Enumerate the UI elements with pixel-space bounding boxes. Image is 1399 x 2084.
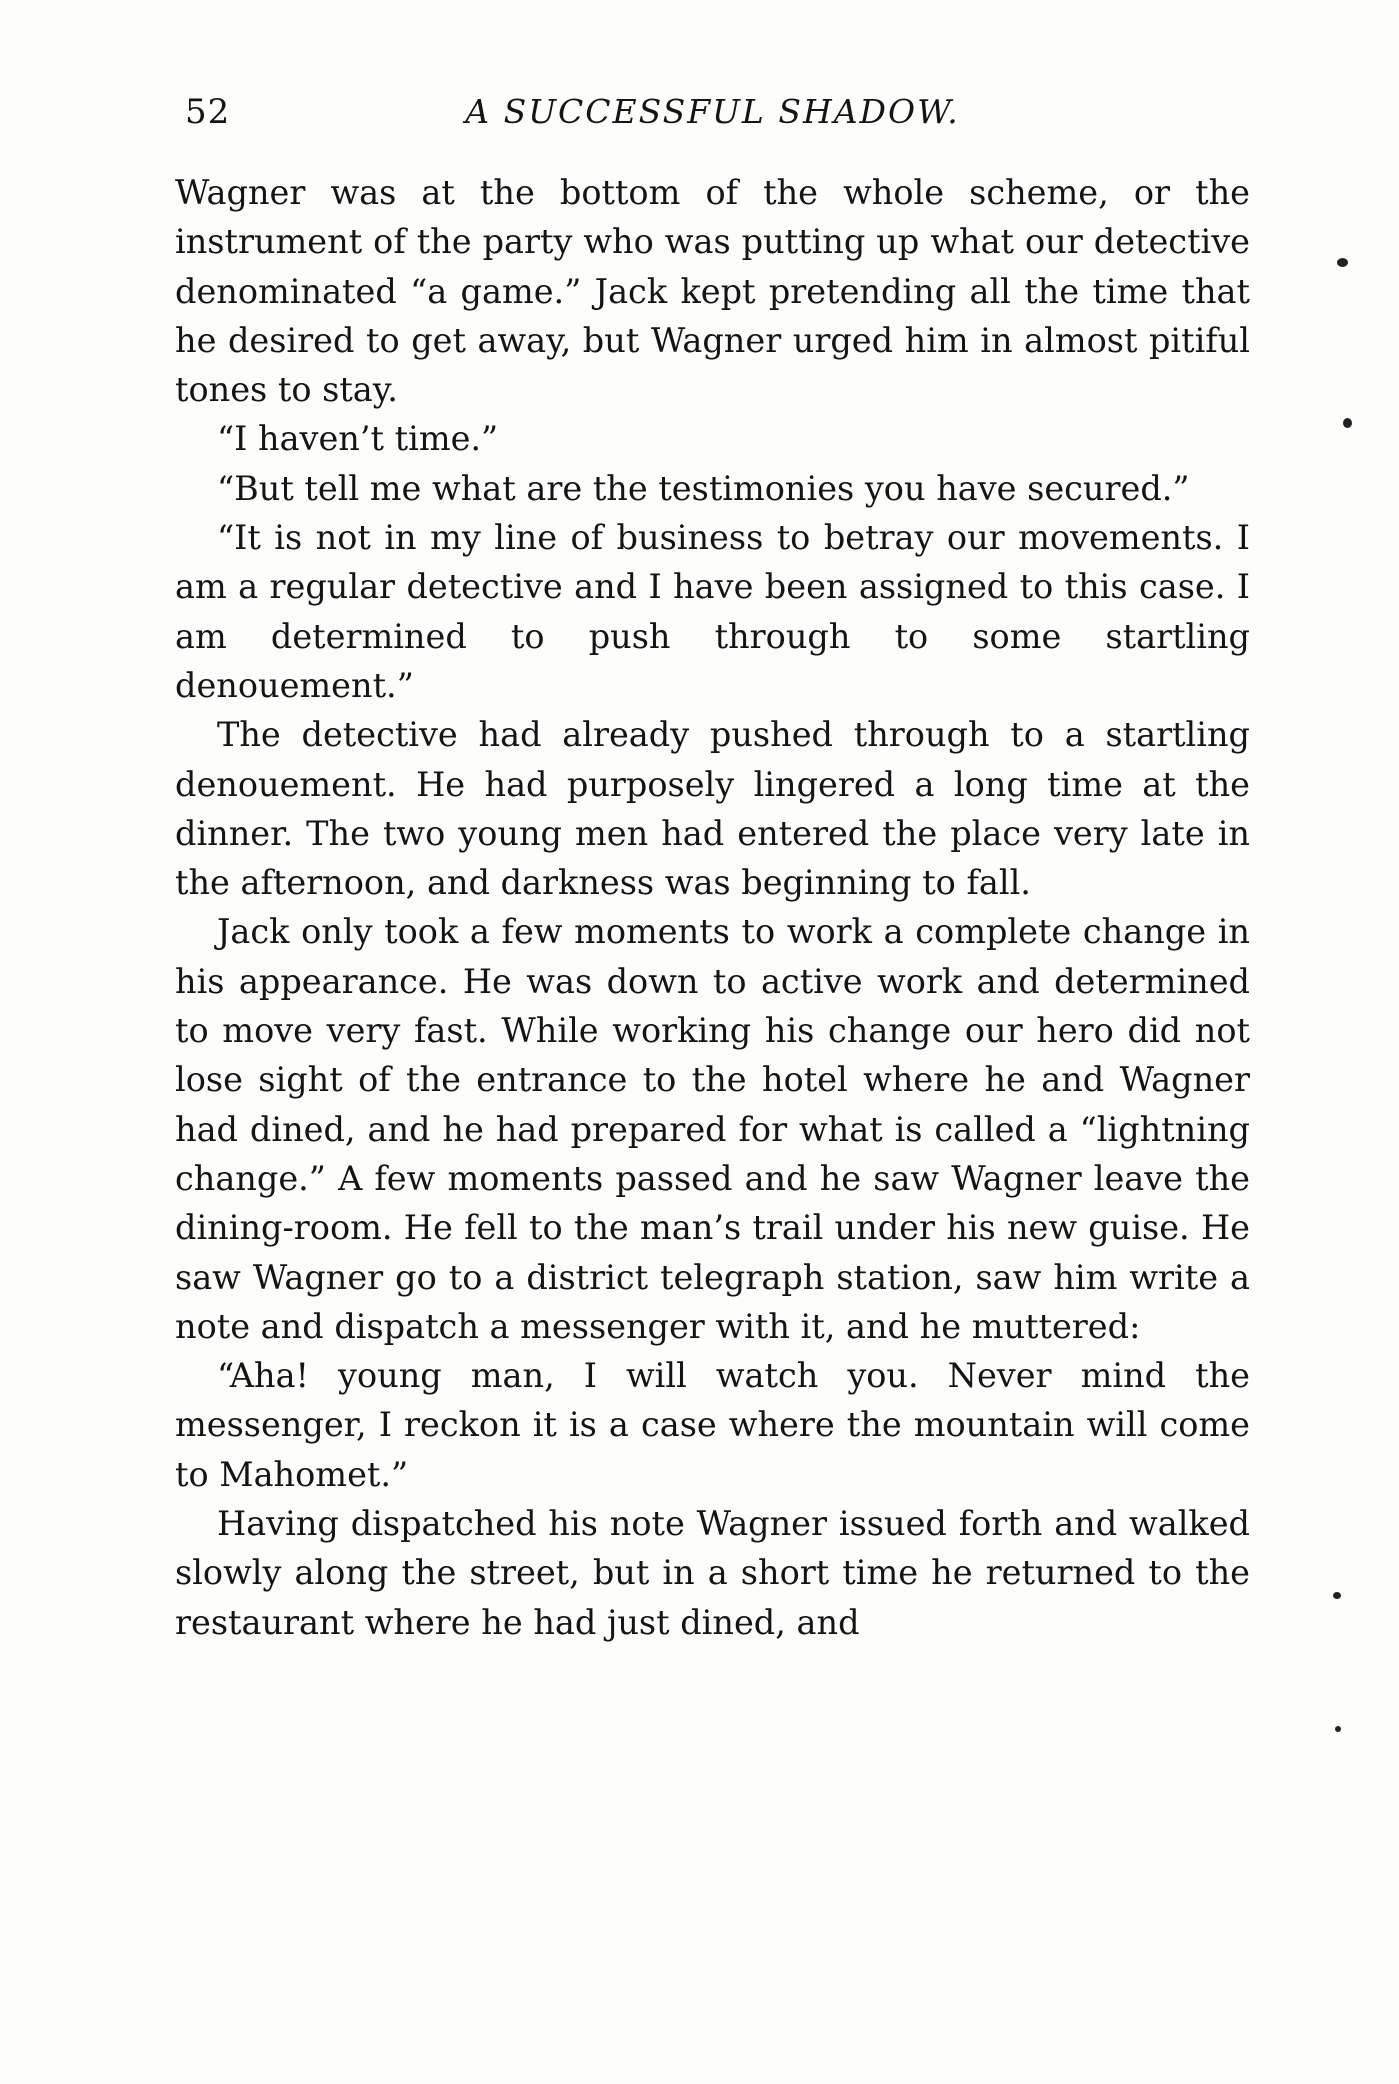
page-number: 52 bbox=[185, 92, 231, 132]
scan-speck bbox=[1337, 258, 1348, 267]
paragraph: Wagner was at the bottom of the whole scheme, or the instrument of the party who was putting up what our detective denominated “a game.” Jack kept pretending all the time that he desired to get away, but Wagner urged him in almost pitiful tones to stay. bbox=[175, 173, 1250, 410]
paragraph: The detective had already pushed through to a startling denouement. He had purposely lingered a long time at the dinner. The two young men had entered the place very late in the afternoon, and darkness was beginning to fall. bbox=[175, 715, 1250, 903]
paragraph: Having dispatched his note Wagner issued forth and walked slowly along the street, but in a short time he returned to the restaurant where he had just dined, and bbox=[175, 1504, 1250, 1642]
paragraph: “But tell me what are the testimonies you have secured.” bbox=[217, 468, 1190, 508]
scan-speck bbox=[1335, 1726, 1341, 1732]
paragraph: “It is not in my line of business to betray our movements. I am a regular detective and I have been assigned to this case. I am determined to push through to some startling denouement.” bbox=[175, 518, 1250, 705]
scan-speck bbox=[1343, 418, 1352, 428]
paragraph: “I haven’t time.” bbox=[217, 419, 499, 459]
scan-speck bbox=[1333, 1592, 1341, 1599]
book-page bbox=[175, 92, 1250, 1647]
running-title: A SUCCESSFUL SHADOW. bbox=[465, 92, 960, 131]
page-header bbox=[175, 92, 1250, 150]
body-text bbox=[175, 168, 1250, 1647]
paragraph: Jack only took a few moments to work a complete change in his appearance. He was down to active work and determined to move very fast. While working his change our hero did not lose sight of the entrance to the hotel where he and Wagner had dined, and he had prepared for what is called a “lightning change.” A few moments passed and he saw Wagner leave the dining-room. He fell to the man’s trail under his new guise. He saw Wagner go to a district telegraph station, saw him write a note and dispatch a messenger with it, and he muttered: bbox=[175, 912, 1250, 1346]
paragraph: “Aha! young man, I will watch you. Never mind the messenger, I reckon it is a case where the mountain will come to Mahomet.” bbox=[175, 1356, 1250, 1494]
